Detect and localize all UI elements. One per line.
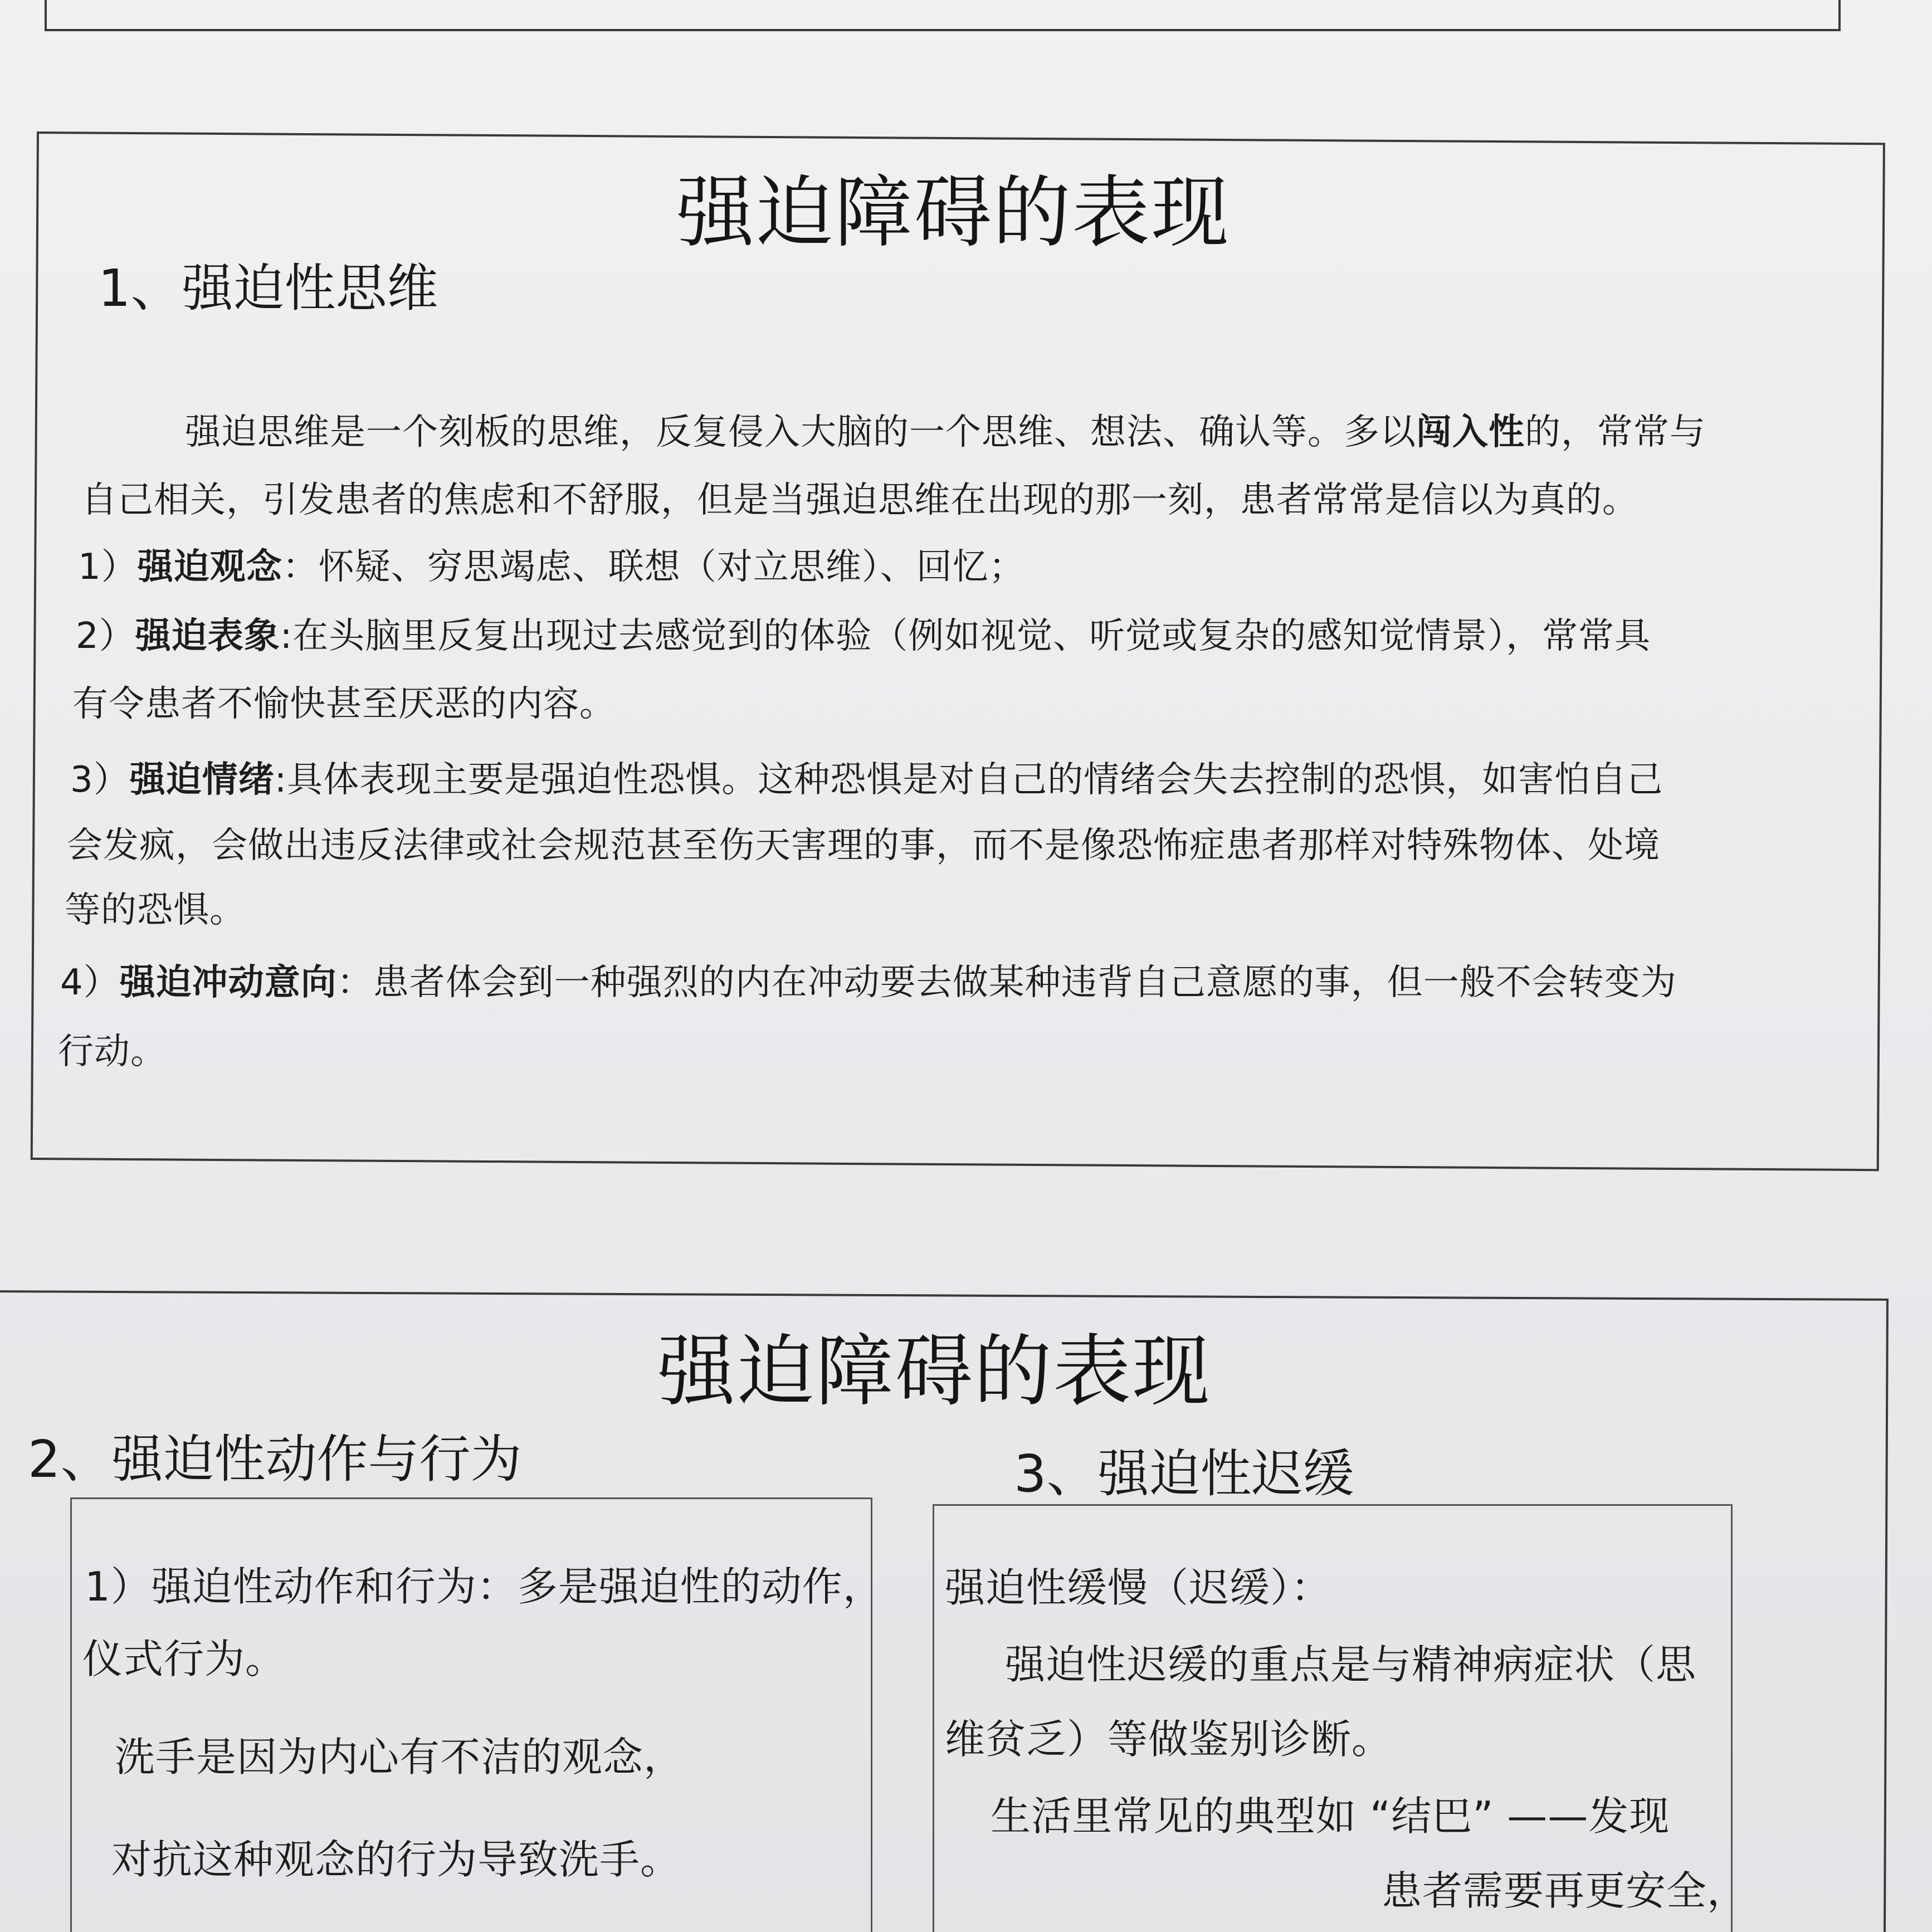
intro-line-1: 强迫思维是一个刻板的思维，反复侵入大脑的一个思维、想法、确认等。多以闯入性的，常常与 (185, 412, 1706, 453)
slide-2-left-heading: 2、强迫性动作与行为 (28, 1430, 522, 1489)
item-4-line-1: 4）强迫冲动意向：患者体会到一种强烈的内在冲动要去做某种违背自己意愿的事，但一般不会转变为 (60, 962, 1677, 1003)
right-line-4: 生活里常见的典型如 “结巴” ——发现 (991, 1793, 1670, 1840)
right-line-1: 强迫性缓慢（迟缓）： (945, 1564, 1332, 1611)
left-line-1: 1）强迫性动作和行为：多是强迫性的动作， (85, 1563, 884, 1610)
right-line-3: 维贫乏）等做鉴别诊断。 (945, 1716, 1393, 1763)
left-line-4: 对抗这种观念的行为导致洗手。 (111, 1836, 681, 1883)
item-2-line-2: 有令患者不愉快甚至厌恶的内容。 (72, 684, 616, 725)
previous-slide-frame (45, 0, 1841, 31)
left-line-3: 洗手是因为内心有不洁的观念， (115, 1734, 685, 1780)
slide-1-title: 强迫障碍的表现 (676, 168, 1231, 258)
right-line-5: 患者需要再更安全， (1382, 1867, 1748, 1914)
item-3-line-2: 会发疯，会做出违反法律或社会规范甚至伤天害理的事，而不是像恐怖症患者那样对特殊物体、处境 (67, 825, 1660, 866)
item-4-line-2: 行动。 (58, 1031, 167, 1072)
slide-2-title: 强迫障碍的表现 (657, 1326, 1212, 1417)
slide-1-heading: 1、强迫性思维 (98, 258, 438, 318)
item-1-line-1: 1）强迫观念：怀疑、穷思竭虑、联想（对立思维）、回忆； (78, 547, 1025, 588)
left-line-2: 仪式行为。 (82, 1636, 286, 1682)
item-3-line-3: 等的恐惧。 (65, 890, 246, 931)
item-2-line-1: 2）强迫表象:在头脑里反复出现过去感觉到的体验（例如视觉、听觉或复杂的感知觉情景），常常具 (76, 616, 1651, 657)
item-3-line-1: 3）强迫情绪:具体表现主要是强迫性恐惧。这种恐惧是对自己的情绪会失去控制的恐惧，如害怕自己 (70, 759, 1663, 801)
right-line-2: 强迫性迟缓的重点是与精神病症状（思 (1005, 1641, 1697, 1688)
intro-line-2: 自己相关，引发患者的焦虑和不舒服，但是当强迫思维在出现的那一刻，患者常常是信以为真的。 (81, 480, 1638, 521)
slide-2-right-heading: 3、强迫性迟缓 (1014, 1444, 1354, 1504)
